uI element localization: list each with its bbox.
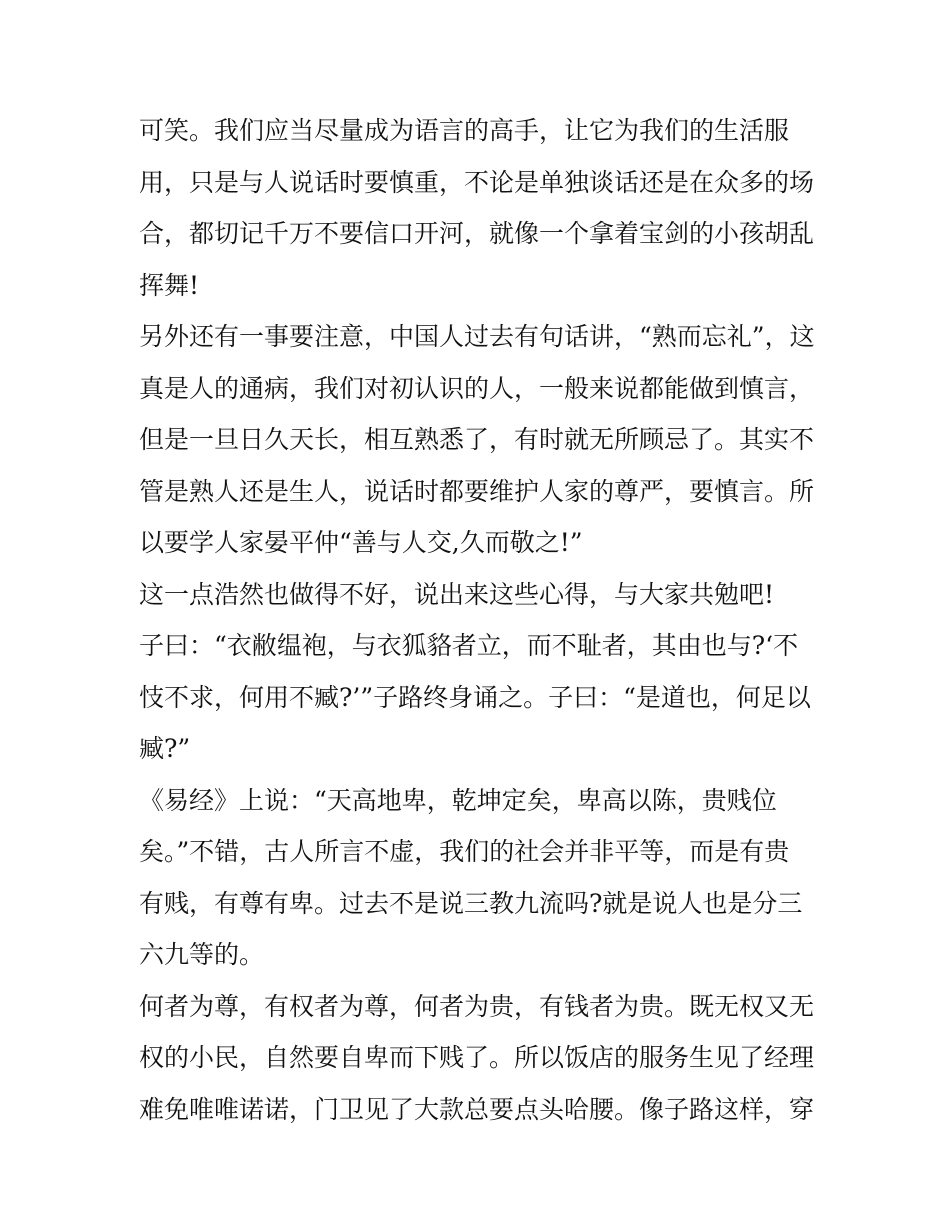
text-line: 矣。”不错，古人所言不虚，我们的社会并非平等，而是有贵 — [139, 837, 790, 866]
text-line: 臧?” — [139, 734, 191, 763]
text-line: 但是一旦日久天长，相互熟悉了，有时就无所顾忌了。其实不 — [139, 425, 815, 454]
text-line: 子曰：“衣敝缊袍，与衣狐貉者立，而不耻者，其由也与?‘不 — [139, 631, 799, 660]
text-line: 真是人的通病，我们对初认识的人，一般来说都能做到慎言， — [139, 373, 815, 403]
text-line: 难免唯唯诺诺，门卫见了大款总要点头哈腰。像子路这样，穿 — [139, 1094, 815, 1124]
text-line: 何者为尊，有权者为尊，何者为贵，有钱者为贵。既无权又无 — [139, 991, 815, 1021]
text-line: 《易经》上说：“天高地卑，乾坤定矣，卑高以陈，贵贱位 — [139, 785, 777, 815]
text-line: 权的小民，自然要自卑而下贱了。所以饭店的服务生见了经理 — [139, 1043, 815, 1072]
text-line: 可笑。我们应当尽量成为语言的高手，让它为我们的生活服 — [139, 116, 790, 145]
text-line: 有贱，有尊有卑。过去不是说三教九流吗?就是说人也是分三 — [139, 888, 803, 918]
text-line: 用，只是与人说话时要慎重，不论是单独谈话还是在众多的场 — [139, 167, 815, 197]
body-text — [139, 105, 829, 1135]
text-line: 挥舞! — [139, 270, 200, 300]
text-line: 六九等的。 — [139, 940, 265, 969]
text-line: 合，都切记千万不要信口开河，就像一个拿着宝剑的小孩胡乱 — [139, 219, 815, 248]
text-line: 管是熟人还是生人，说话时都要维护人家的尊严，要慎言。所 — [139, 476, 815, 506]
text-line: 以要学人家晏平仲“善与人交,久而敬之!” — [139, 528, 583, 557]
text-line: 这一点浩然也做得不好，说出来这些心得，与大家共勉吧! — [139, 579, 775, 609]
text-line: 忮不求，何用不臧?’”子路终身诵之。子曰：“是道也，何足以 — [139, 682, 811, 712]
text-line: 另外还有一事要注意，中国人过去有句话讲，“熟而忘礼”，这 — [139, 322, 815, 351]
